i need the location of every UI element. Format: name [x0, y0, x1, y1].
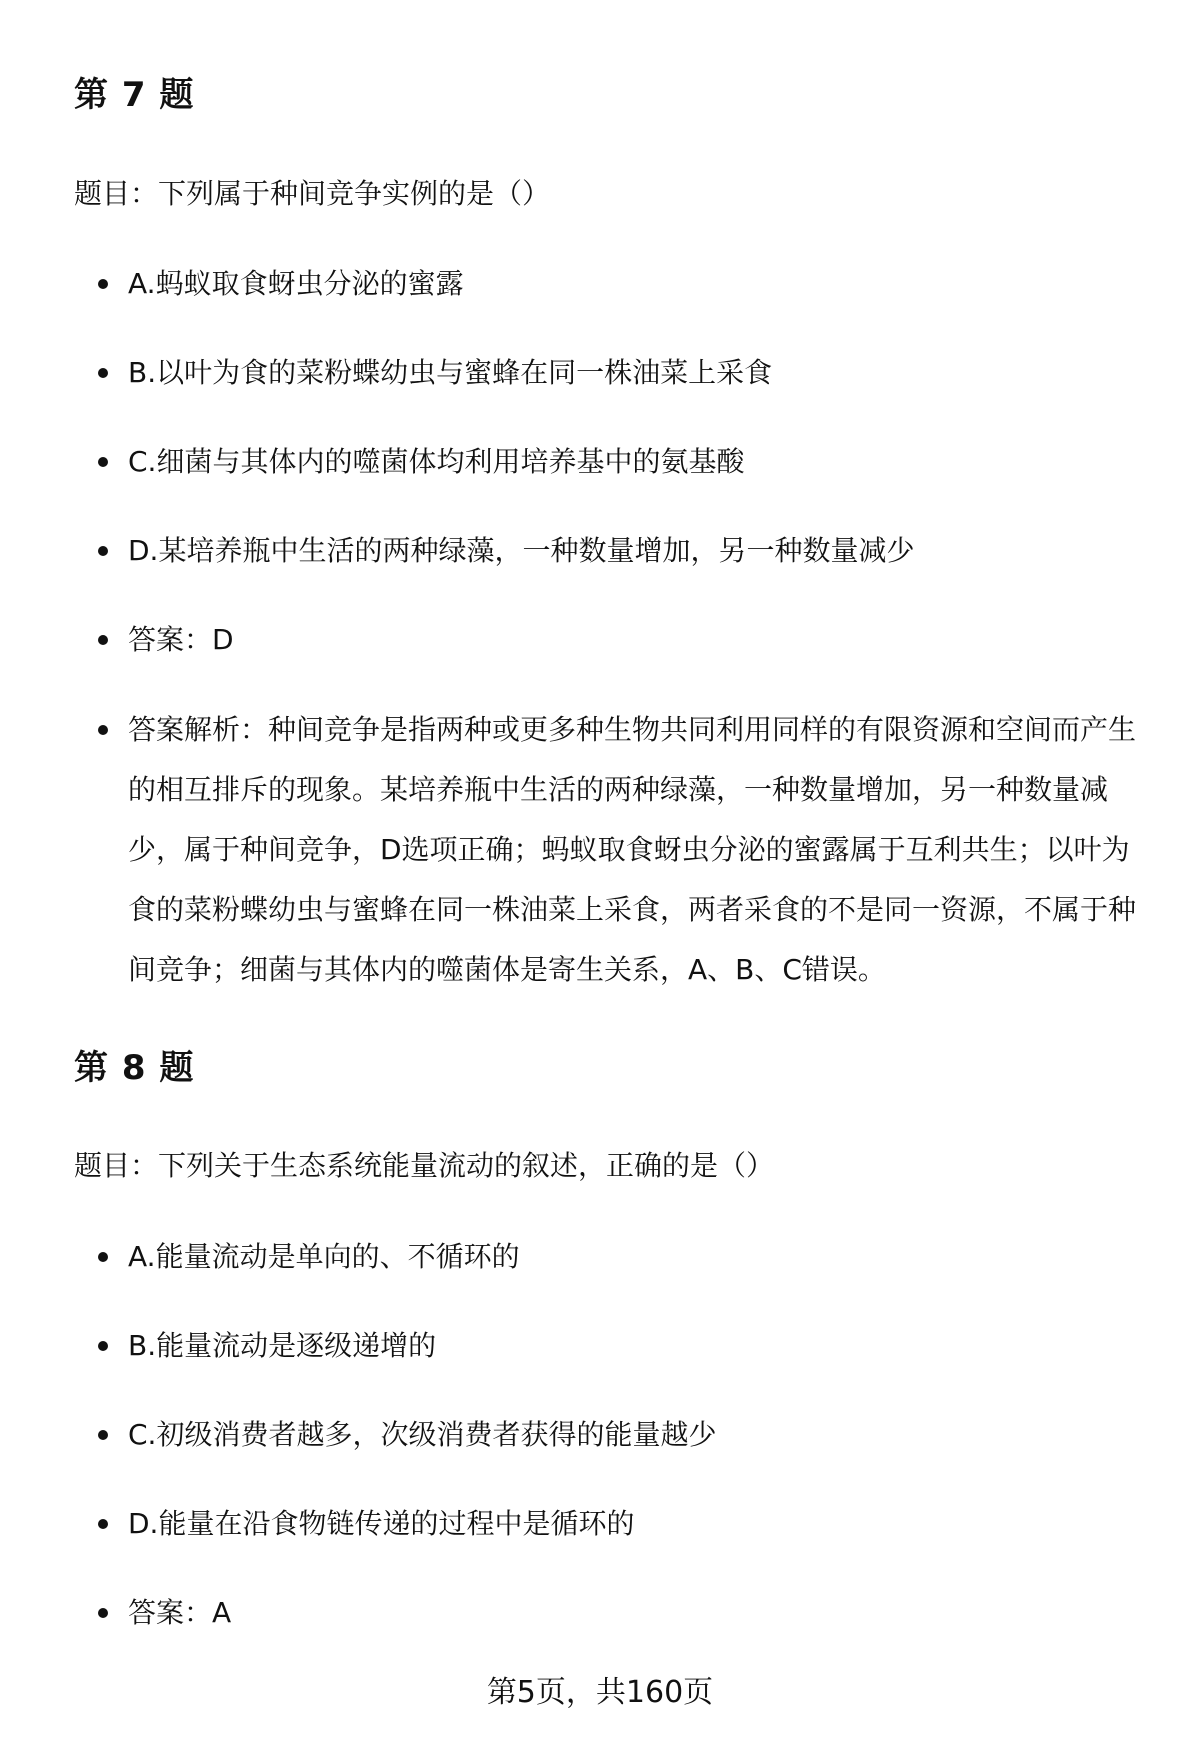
- bullet-icon: [98, 1519, 108, 1529]
- question-7-option-a: [98, 254, 1158, 314]
- question-7-option-b: [98, 343, 1158, 403]
- question-7-option-d: [98, 521, 1158, 581]
- question-8-stem: 题目：下列关于生态系统能量流动的叙述，正确的是（）: [74, 1149, 775, 1182]
- option-text: C.初级消费者越多，次级消费者获得的能量越少: [128, 1418, 717, 1451]
- option-text: D.能量在沿食物链传递的过程中是循环的: [128, 1507, 635, 1540]
- bullet-icon: [98, 546, 108, 556]
- question-7-answer: [98, 610, 1158, 670]
- option-text: B.能量流动是逐级递增的: [128, 1329, 437, 1362]
- option-text: B.以叶为食的菜粉蝶幼虫与蜜蜂在同一株油菜上采食: [128, 356, 773, 389]
- option-text: A.能量流动是单向的、不循环的: [128, 1240, 520, 1273]
- bullet-icon: [98, 725, 108, 735]
- bullet-icon: [98, 1430, 108, 1440]
- question-7-explanation: [98, 700, 1158, 1000]
- question-8-title: 第 8 题: [74, 1048, 195, 1088]
- bullet-icon: [98, 1252, 108, 1262]
- option-text: C.细菌与其体内的噬菌体均利用培养基中的氨基酸: [128, 445, 745, 478]
- answer-text: 答案：D: [128, 623, 234, 656]
- option-text: D.某培养瓶中生活的两种绿藻，一种数量增加，另一种数量减少: [128, 534, 915, 567]
- question-7-option-c: [98, 432, 1158, 492]
- page-number: 第5页，共160页: [486, 1675, 714, 1710]
- question-8-option-a: [98, 1227, 1158, 1287]
- question-7-title: 第 7 题: [74, 75, 195, 115]
- question-8-option-c: [98, 1405, 1158, 1465]
- explanation-text: 答案解析：种间竞争是指两种或更多种生物共同利用同样的有限资源和空间而产生的相互排斥的现象。某培养瓶中生活的两种绿藻，一种数量增加，另一种数量减少，属于种间竞争，D选项正确；蚂蚁取食蚜虫分泌的蜜露属于互利共生；以叶为食的菜粉蝶幼虫与蜜蜂在同一株油菜上采食，两者采食的不是同一资源，不属于种间竞争；细菌与其体内的噬菌体是寄生关系，A、B、C错误。: [128, 713, 1137, 986]
- answer-text: 答案：A: [128, 1596, 232, 1629]
- bullet-icon: [98, 1608, 108, 1618]
- bullet-icon: [98, 457, 108, 467]
- question-8-option-d: [98, 1494, 1158, 1554]
- question-8-answer: [98, 1583, 1158, 1643]
- option-text: A.蚂蚁取食蚜虫分泌的蜜露: [128, 267, 464, 300]
- bullet-icon: [98, 1341, 108, 1351]
- question-8-option-b: [98, 1316, 1158, 1376]
- question-7-stem: 题目：下列属于种间竞争实例的是（）: [74, 177, 551, 210]
- bullet-icon: [98, 368, 108, 378]
- bullet-icon: [98, 635, 108, 645]
- bullet-icon: [98, 279, 108, 289]
